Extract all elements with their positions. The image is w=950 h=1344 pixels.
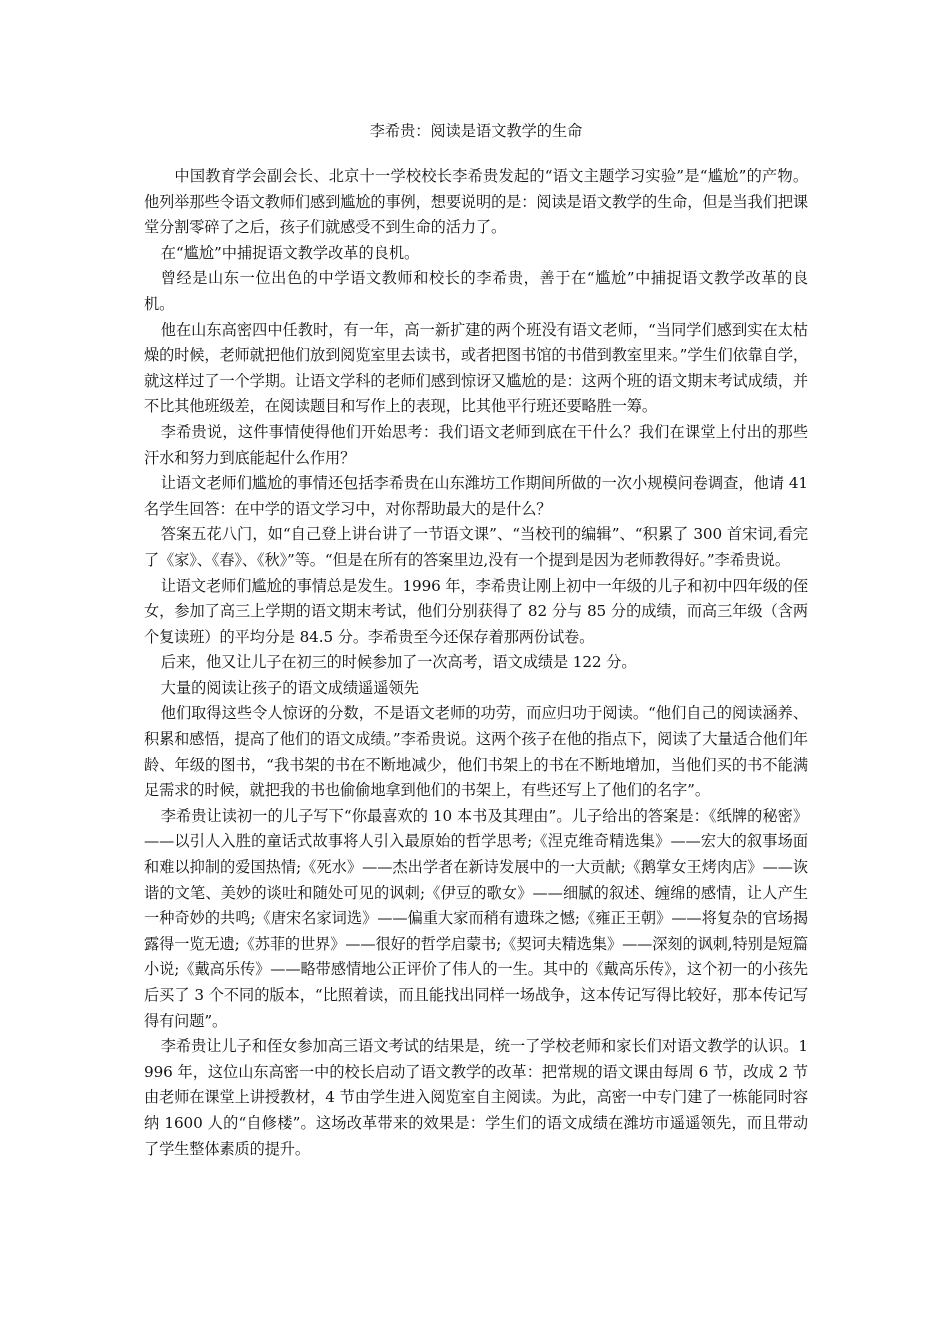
paragraph: 李希贵让读初一的儿子写下“你最喜欢的 10 本书及其理由”。儿子给出的答案是：《纸牌的秘密》——以引人入胜的童话式故事将人引入最原始的哲学思考;《涅克维奇精选集》——宏大的叙事场面和难以抑制的爱国热情;《死水》——杰出学者在新诗发展中的一大贡献;《鹅掌女王烤肉店》——诙谐的文笔、美妙的谈吐和随处可见的讽刺;《伊豆的歌女》——细腻的叙述、缠绵的感情，让人产生一种奇妙的共鸣;《唐宋名家词选》——偏重大家而稍有遗珠之憾;《雍正王朝》——将复杂的官场揭露得一览无遗;《苏菲的世界》——很好的哲学启蒙书;《契诃夫精选集》——深刻的讽刺,特别是短篇小说;《戴高乐传》——略带感情地公正评价了伟人的一生。其中的《戴高乐传》，这个初一的小孩先后买了 3 个不同的版本，“比照着读，而且能找出同样一场战争，这本传记写得比较好，那本传记写得有问题”。 [144,806,808,1030]
paragraph: 李希贵让儿子和侄女参加高三语文考试的结果是，统一了学校老师和家长们对语文教学的认识。1996 年，这位山东高密一中的校长启动了语文教学的改革：把常规的语文课由每周 6 节，改成 2 节由老师在课堂上讲授教材，4 节由学生进入阅览室自主阅读。为此，高密一中专门建了一栋能同时容纳 1600 人的“自修楼”。这场改革带来的效果是：学生们的语文成绩在潍坊市遥遥领先，而且带动了学生整体素质的提升。 [144,1037,808,1158]
paragraph: 答案五花八门，如“自己登上讲台讲了一节语文课”、“当校刊的编辑”、“积累了 300 首宋词,看完了《家》、《春》、《秋》”等。“但是在所有的答案里边,没有一个提到是因为老师教得好。”李希贵说。 [144,525,808,569]
section-heading-1: 在“尴尬”中捕捉语文教学改革的良机。 [160,243,420,262]
paragraph: 后来，他又让儿子在初三的时候参加了一次高考，语文成绩是 122 分。 [160,653,637,672]
paragraph: 李希贵说，这件事情使得他们开始思考：我们语文老师到底在干什么？我们在课堂上付出的那些汗水和努力到底能起什么作用？ [144,422,808,467]
paragraph: 他们取得这些令人惊讶的分数，不是语文老师的功劳，而应归功于阅读。“他们自己的阅读涵养、积累和感悟，提高了他们的语文成绩。”李希贵说。这两个孩子在他的指点下，阅读了大量适合他们年龄、年级的图书，“我书架的书在不断地减少，他们书架上的书在不断地增加，当他们买的书不能满足需求的时候，就把我的书也偷偷地拿到他们的书架上，有些还写上了他们的名字”。 [144,704,808,800]
document-title: 李希贵：阅读是语文教学的生命 [369,122,583,140]
paragraph: 让语文老师们尴尬的事情还包括李希贵在山东潍坊工作期间所做的一次小规模问卷调查，他请 41 名学生回答：在中学的语文学习中，对你帮助最大的是什么？ [144,474,808,518]
paragraph-intro: 中国教育学会副会长、北京十一学校校长李希贵发起的“语文主题学习实验”是“尴尬”的产物。他列举那些令语文教师们感到尴尬的事例，想要说明的是：阅读是语文教学的生命，但是当我们把课堂分割零碎了之后，孩子们就感受不到生命的活力了。 [144,167,808,237]
paragraph: 曾经是山东一位出色的中学语文教师和校长的李希贵，善于在“尴尬”中捕捉语文教学改革的良机。 [144,269,808,313]
document-page [144,118,808,1162]
section-heading-2: 大量的阅读让孩子的语文成绩遥遥领先 [160,678,419,697]
paragraph: 让语文老师们尴尬的事情总是发生。1996 年，李希贵让刚上初中一年级的儿子和初中四年级的侄女，参加了高三上学期的语文期末考试，他们分别获得了 82 分与 85 分的成绩，而高三年级（含两个复读班）的平均分是 84.5 分。李希贵至今还保存着那两份试卷。 [144,576,808,646]
paragraph: 他在山东高密四中任教时，有一年，高一新扩建的两个班没有语文老师，“当同学们感到实在太枯燥的时候，老师就把他们放到阅览室里去读书，或者把图书馆的书借到教室里来。”学生们依靠自学，就这样过了一个学期。让语文学科的老师们感到惊讶又尴尬的是：这两个班的语文期末考试成绩，并不比其他班级差，在阅读题目和写作上的表现，比其他平行班还要略胜一筹。 [144,320,808,416]
